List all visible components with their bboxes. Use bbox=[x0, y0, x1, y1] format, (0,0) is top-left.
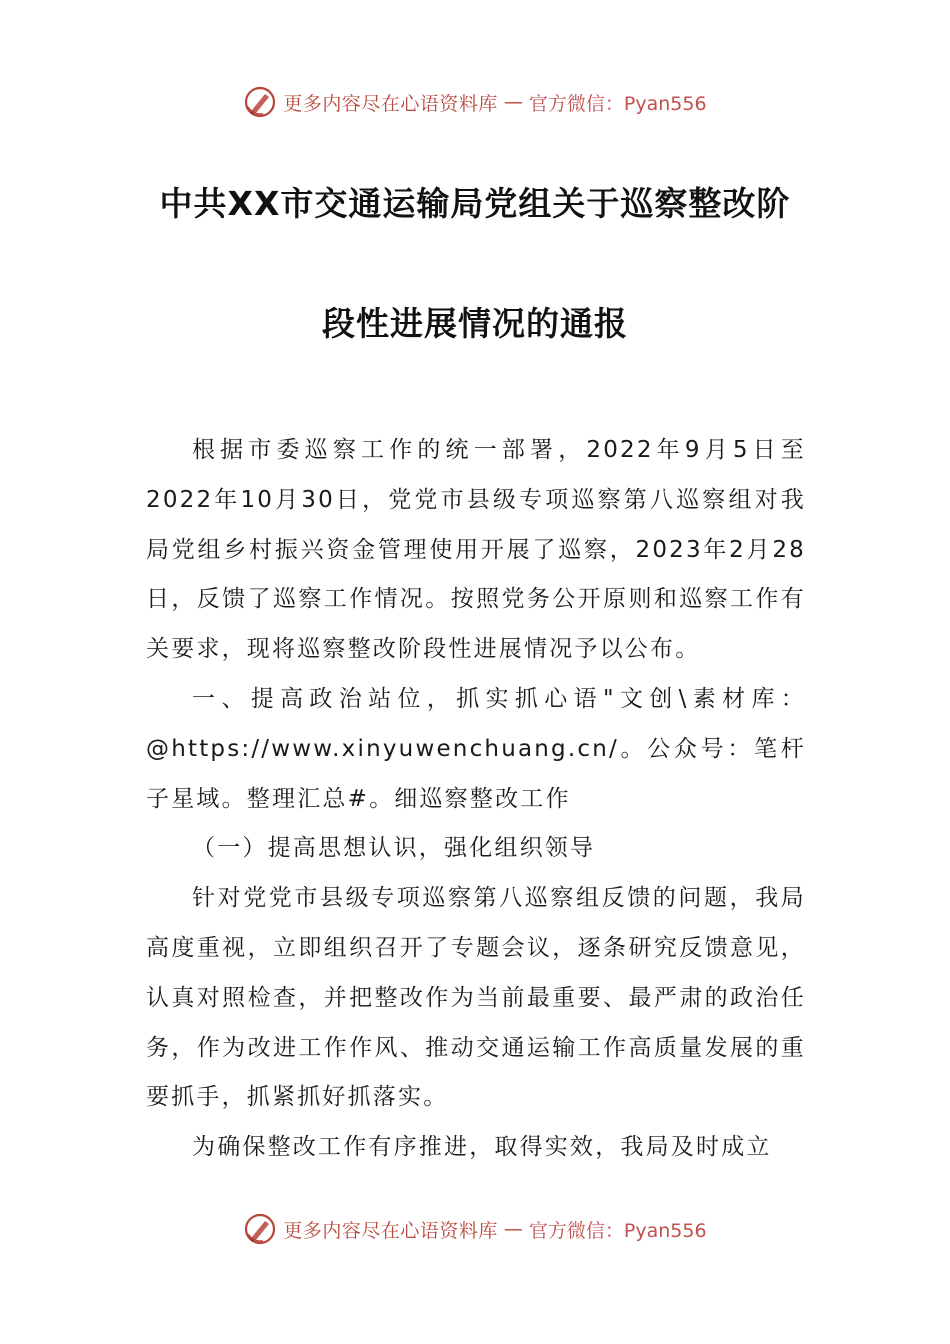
paragraph-continuation: 为确保整改工作有序推进，取得实效，我局及时成立 bbox=[192, 1134, 772, 1161]
document-title-line-1: 中共XX市交通运输局党组关于巡察整改阶 bbox=[159, 184, 791, 223]
paragraph-response: 针对党党市县级专项巡察第八巡察组反馈的问题，我局高度重视，立即组织召开了专题会议，逐条研究反馈意见，认真对照检查，并把整改作为当前最重要、最严肃的政治任务，作为改进工作作风、推动交通运输工作高质量发展的重要抓手，抓紧抓好抓落实。 bbox=[146, 885, 806, 1111]
banner-dash: — bbox=[503, 1218, 523, 1240]
banner-dash: — bbox=[503, 91, 523, 113]
header-banner bbox=[0, 82, 950, 122]
banner-brand-text: 更多内容尽在心语资料库 bbox=[283, 1219, 498, 1242]
banner-wechat-text: 官方微信：Pyan556 bbox=[528, 92, 707, 115]
pen-logo-icon bbox=[243, 1212, 277, 1246]
paragraph-subsection-1-heading: （一）提高思想认识，强化组织领导 bbox=[192, 835, 596, 862]
banner-wechat-text: 官方微信：Pyan556 bbox=[528, 1219, 707, 1242]
document-title-line-2: 段性进展情况的通报 bbox=[322, 304, 628, 343]
banner-brand-text: 更多内容尽在心语资料库 bbox=[283, 92, 498, 115]
document-body bbox=[146, 426, 806, 1173]
footer-banner bbox=[0, 1209, 950, 1249]
pen-logo-icon bbox=[243, 85, 277, 119]
paragraph-section-1-heading: 一、提高政治站位，抓实抓心语"文创\素材库：@https://www.xinyuwenchuang.cn/。公众号：笔杆子星域。整理汇总#。细巡察整改工作 bbox=[146, 685, 806, 812]
paragraph-intro: 根据市委巡察工作的统一部署，2022年9月5日至2022年10月30日，党党市县级专项巡察第八巡察组对我局党组乡村振兴资金管理使用开展了巡察，2023年2月28日，反馈了巡察工作情况。按照党务公开原则和巡察工作有关要求，现将巡察整改阶段性进展情况予以公布。 bbox=[146, 437, 806, 663]
